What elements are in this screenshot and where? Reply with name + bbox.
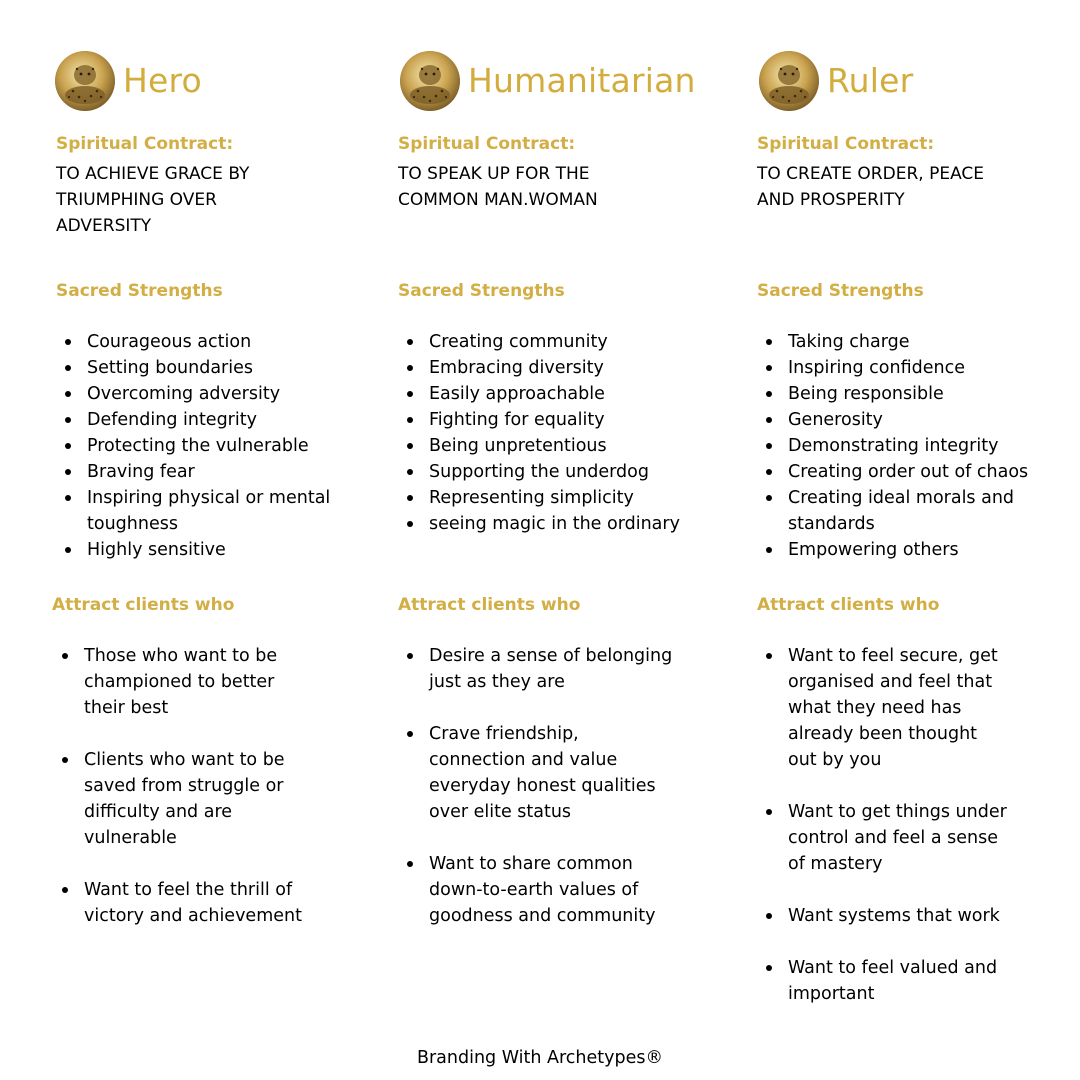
list-item: Want to feel valued and important (757, 955, 1007, 1007)
spiritual-contract-label: Spiritual Contract: (757, 134, 935, 154)
list-item: Being unpretentious (398, 433, 680, 459)
attract-clients-list (398, 643, 672, 955)
spiritual-contract-text (398, 161, 598, 213)
archetype-column-ruler (740, 0, 1080, 1040)
attract-clients-label: Attract clients who (398, 595, 581, 615)
spiritual-contract-label: Spiritual Contract: (56, 134, 234, 154)
archetype-column-humanitarian (380, 0, 720, 1040)
list-item: Taking charge (757, 329, 1028, 355)
contract-line: AND PROSPERITY (757, 190, 905, 210)
attract-clients-list (53, 643, 302, 955)
leopard-emblem-icon (55, 51, 115, 111)
contract-line: COMMON MAN.WOMAN (398, 190, 598, 210)
attract-clients-label: Attract clients who (52, 595, 235, 615)
list-item: Embracing diversity (398, 355, 680, 381)
footer-brand: Branding With Archetypes® (416, 1048, 664, 1068)
attract-clients-label: Attract clients who (757, 595, 940, 615)
contract-line: TRIUMPHING OVER (56, 190, 217, 210)
list-item: Courageous action (56, 329, 330, 355)
sacred-strengths-label: Sacred Strengths (56, 281, 223, 301)
list-item: Want to get things under control and feel a sense of mastery (757, 799, 1007, 877)
list-item: Fighting for equality (398, 407, 680, 433)
sacred-strengths-list (398, 329, 680, 537)
spiritual-contract-text (757, 161, 984, 213)
list-item: Those who want to be championed to better their best (53, 643, 302, 721)
leopard-emblem-icon (400, 51, 460, 111)
contract-line: TO SPEAK UP FOR THE (398, 164, 590, 184)
list-item: Desire a sense of belonging just as they are (398, 643, 672, 695)
list-item: Protecting the vulnerable (56, 433, 330, 459)
contract-line: TO CREATE ORDER, PEACE (757, 164, 985, 184)
list-item: Creating ideal morals and standards (757, 485, 1028, 537)
list-item: Inspiring confidence (757, 355, 1028, 381)
list-item: Generosity (757, 407, 1028, 433)
archetype-title: Hero (123, 61, 202, 100)
spiritual-contract-text (56, 161, 249, 239)
list-item: Creating community (398, 329, 680, 355)
spiritual-contract-label: Spiritual Contract: (398, 134, 576, 154)
list-item: Want to feel secure, get organised and feel that what they need has already been thought out by you (757, 643, 1007, 773)
list-item: Overcoming adversity (56, 381, 330, 407)
list-item: Setting boundaries (56, 355, 330, 381)
list-item: Easily approachable (398, 381, 680, 407)
archetype-title: Humanitarian (468, 61, 696, 100)
archetype-header (759, 50, 913, 112)
archetype-title: Ruler (827, 61, 914, 100)
list-item: Demonstrating integrity (757, 433, 1028, 459)
contract-line: ADVERSITY (56, 216, 152, 236)
list-item: Highly sensitive (56, 537, 330, 563)
list-item: Being responsible (757, 381, 1028, 407)
list-item: Want to feel the thrill of victory and achievement (53, 877, 302, 929)
list-item: Clients who want to be saved from struggle or difficulty and are vulnerable (53, 747, 302, 851)
list-item: Defending integrity (56, 407, 330, 433)
contract-line: TO ACHIEVE GRACE BY (56, 164, 250, 184)
list-item: Want systems that work (757, 903, 1007, 929)
leopard-emblem-icon (759, 51, 819, 111)
sacred-strengths-list (757, 329, 1028, 563)
list-item: seeing magic in the ordinary (398, 511, 680, 537)
sacred-strengths-label: Sacred Strengths (757, 281, 924, 301)
list-item: Creating order out of chaos (757, 459, 1028, 485)
sacred-strengths-list (56, 329, 330, 563)
list-item: Representing simplicity (398, 485, 680, 511)
list-item: Braving fear (56, 459, 330, 485)
list-item: Want to share common down-to-earth values of goodness and community (398, 851, 672, 929)
archetype-header (400, 50, 696, 112)
sacred-strengths-label: Sacred Strengths (398, 281, 565, 301)
list-item: Crave friendship, connection and value everyday honest qualities over elite status (398, 721, 672, 825)
list-item: Empowering others (757, 537, 1028, 563)
list-item: Inspiring physical or mental toughness (56, 485, 330, 537)
attract-clients-list (757, 643, 1007, 1033)
archetype-header (55, 50, 202, 112)
list-item: Supporting the underdog (398, 459, 680, 485)
archetype-column-hero (0, 0, 370, 1040)
